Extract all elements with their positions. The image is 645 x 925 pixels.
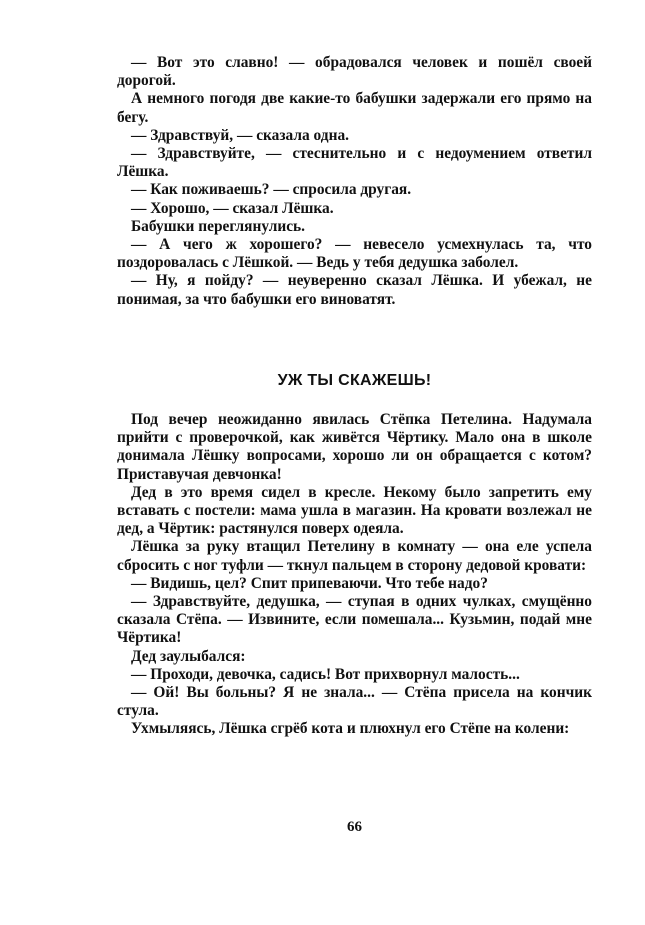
paragraph: — Вот это славно! — обрадовался человек и пошёл своей дорогой. xyxy=(117,54,592,90)
paragraph: — Ну, я пойду? — неуверенно сказал Лёшка. И убежал, не понимая, за что бабушки его виноватят. xyxy=(117,272,592,308)
paragraph: — Ой! Вы больны? Я не знала... — Стёпа присела на кончик стула. xyxy=(117,684,592,720)
section-2-body xyxy=(117,411,592,739)
paragraph: — Видишь, цел? Спит припеваючи. Что тебе надо? xyxy=(131,574,488,592)
text-block-top xyxy=(117,54,592,316)
paragraph: — Как поживаешь? — спросила другая. xyxy=(131,181,412,199)
paragraph: — Проходи, девочка, садись! Вот прихворнул малость... xyxy=(131,665,520,683)
paragraph: Лёшка за руку втащил Петелину в комнату — она еле успела сбросить с ног туфли — ткнул пальцем в сторону дедовой кровати: xyxy=(117,538,592,574)
paragraph: — Здравствуй, — сказала одна. xyxy=(131,126,349,144)
paragraph: Под вечер неожиданно явилась Стёпка Петелина. Надумала прийти с проверочкой, как живётся Чёртику. Мало она в школе донимала Лёшку вопросами, хорошо ли он обращается с котом? Приставучая девчонка! xyxy=(117,411,592,483)
paragraph: — Здравствуйте, — стеснительно и с недоумением ответил Лёшка. xyxy=(117,145,592,181)
paragraph: А немного погодя две какие-то бабушки задержали его прямо на бегу. xyxy=(117,90,592,126)
paragraph: Дед в это время сидел в кресле. Некому было запретить ему вставать с постели: мама ушла в магазин. На кровати возлежал не дед, а Чёртик: растянулся поверх одеяла. xyxy=(117,483,592,538)
paragraph: — Хорошо, — сказал Лёшка. xyxy=(131,199,334,217)
paragraph: — А чего ж хорошего? — невесело усмехнулась та, что поздоровалась с Лёшкой. — Ведь у тебя дедушка заболел. xyxy=(117,236,592,272)
paragraph: Дед заулыбался: xyxy=(131,647,246,665)
paragraph: Бабушки переглянулись. xyxy=(131,217,306,235)
section-title: УЖ ТЫ СКАЖЕШЬ! xyxy=(277,372,432,389)
section-1-body xyxy=(117,54,592,316)
paragraph: Ухмыляясь, Лёшка сгрёб кота и плюхнул его Стёпе на колени: xyxy=(131,720,570,738)
page-number: 66 xyxy=(347,819,362,835)
paragraph: — Здравствуйте, дедушка, — ступая в одних чулках, смущённо сказала Стёпа. — Извините, если помешала... Кузьмин, подай мне Чёртика! xyxy=(117,593,592,647)
